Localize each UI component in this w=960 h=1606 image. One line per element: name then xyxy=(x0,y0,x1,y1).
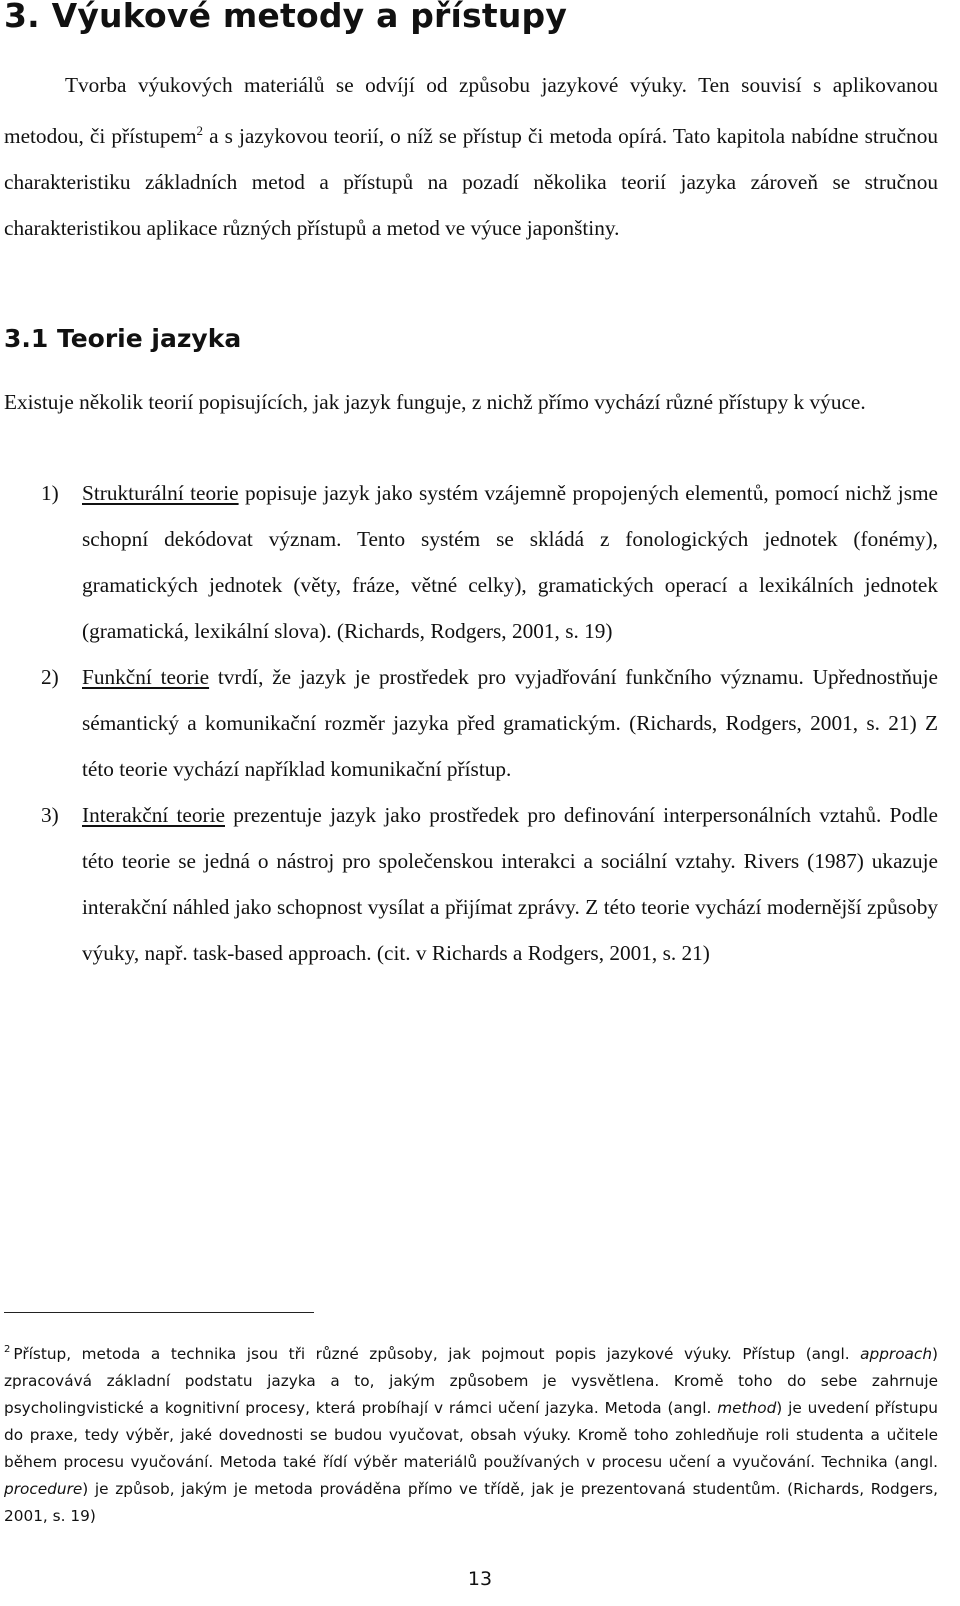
section-intro-paragraph: Existuje několik teorií popisujících, jak jazyk funguje, z nichž přímo vychází různé přístupy k výuce. xyxy=(4,390,866,414)
section-heading: 3.1 Teorie jazyka xyxy=(4,324,242,353)
page-number: 13 xyxy=(467,1568,493,1590)
footnote-term-procedure: procedure xyxy=(4,1480,83,1498)
list-item xyxy=(4,654,938,792)
theory-list xyxy=(4,470,938,976)
list-item-text: popisuje jazyk jako systém vzájemně propojených elementů, pomocí nichž jsme schopní dekódovat význam. Tento systém se skládá z fonologických jednotek (fonémy), gramatických jednotek (věty, fráze, větné celky), gramatických operací a lexikálních jednotek (gramatická, lexikální slova). (Richards, Rodgers, 2001, s. 19) xyxy=(82,481,939,643)
chapter-intro-paragraph xyxy=(4,62,938,251)
chapter-intro-text-2: a s jazykovou teorií, o níž se přístup či metoda opírá. Tato kapitola nabídne stručnou charakteristiku základních metod a přístupů na pozadí několika teorií jazyka zároveň se stručnou charakteristikou aplikace různých přístupů a metod ve výuce japonštiny. xyxy=(4,124,938,240)
footnote xyxy=(4,1336,938,1530)
list-item-term: Interakční teorie xyxy=(82,803,225,827)
footnote-term-method: method xyxy=(717,1399,777,1417)
list-item xyxy=(4,470,938,654)
chapter-intro-text-1: Tvorba výukových materiálů se odvíjí od způsobu jazykové výuky. Ten souvisí s aplikovanou metodou, či přístupem xyxy=(4,73,938,148)
chapter-heading: 3. Výukové metody a přístupy xyxy=(4,0,568,35)
footnote-term-approach: approach xyxy=(860,1345,933,1363)
footnote-reference[interactable]: 2 xyxy=(196,123,204,138)
list-item-number: 2) xyxy=(41,665,59,689)
list-item-text: tvrdí, že jazyk je prostředek pro vyjadřování funkčního významu. Upřednostňuje sémantický a komunikační rozměr jazyka před gramatickým. (Richards, Rodgers, 2001, s. 21) Z této teorie vychází například komunikační přístup. xyxy=(82,665,938,781)
list-item-term: Funkční teorie xyxy=(82,665,210,689)
list-item-term: Strukturální teorie xyxy=(82,481,239,505)
footnote-number: 2 xyxy=(4,1344,11,1355)
list-item-text: prezentuje jazyk jako prostředek pro definování interpersonálních vztahů. Podle této teorie se jedná o nástroj pro společenskou interakci a sociální vztahy. Rivers (1987) ukazuje interakční náhled jako schopnost vysílat a přijímat zprávy. Z této teorie vychází modernější způsoby výuky, např. task-based approach. (cit. v Richards a Rodgers, 2001, s. 21) xyxy=(82,803,938,965)
list-item-number: 1) xyxy=(41,481,59,505)
footnote-text-4: ) je způsob, jakým je metoda prováděna přímo ve třídě, jak je prezentovaná studentům. (Richards, Rodgers, 2001, s. 19) xyxy=(4,1480,938,1525)
footnote-text-2: ) zpracovává základní podstatu jazyka a to, jakým způsobem je vysvětlena. Kromě toho do sebe zahrnuje psycholingvistické a kognitivní procesy, která probíhají v rámci učení jazyka. Metoda (angl. xyxy=(4,1345,938,1417)
footnote-separator xyxy=(4,1312,314,1313)
list-item-number: 3) xyxy=(41,803,59,827)
footnote-text-1: Přístup, metoda a technika jsou tři různé způsoby, jak pojmout popis jazykové výuky. Přístup (angl. xyxy=(13,1345,861,1363)
footnote-text-3: ) je uvedení přístupu do praxe, tedy výběr, jaké dovednosti se budou vyučovat, obsah výuky. Kromě toho zohledňuje roli studenta a učitele během procesu vyučování. Metoda také řídí výběr materiálů používaných v procesu učení a vyučování. Technika (angl. xyxy=(4,1399,938,1471)
indent xyxy=(4,73,65,97)
list-item xyxy=(4,792,938,976)
